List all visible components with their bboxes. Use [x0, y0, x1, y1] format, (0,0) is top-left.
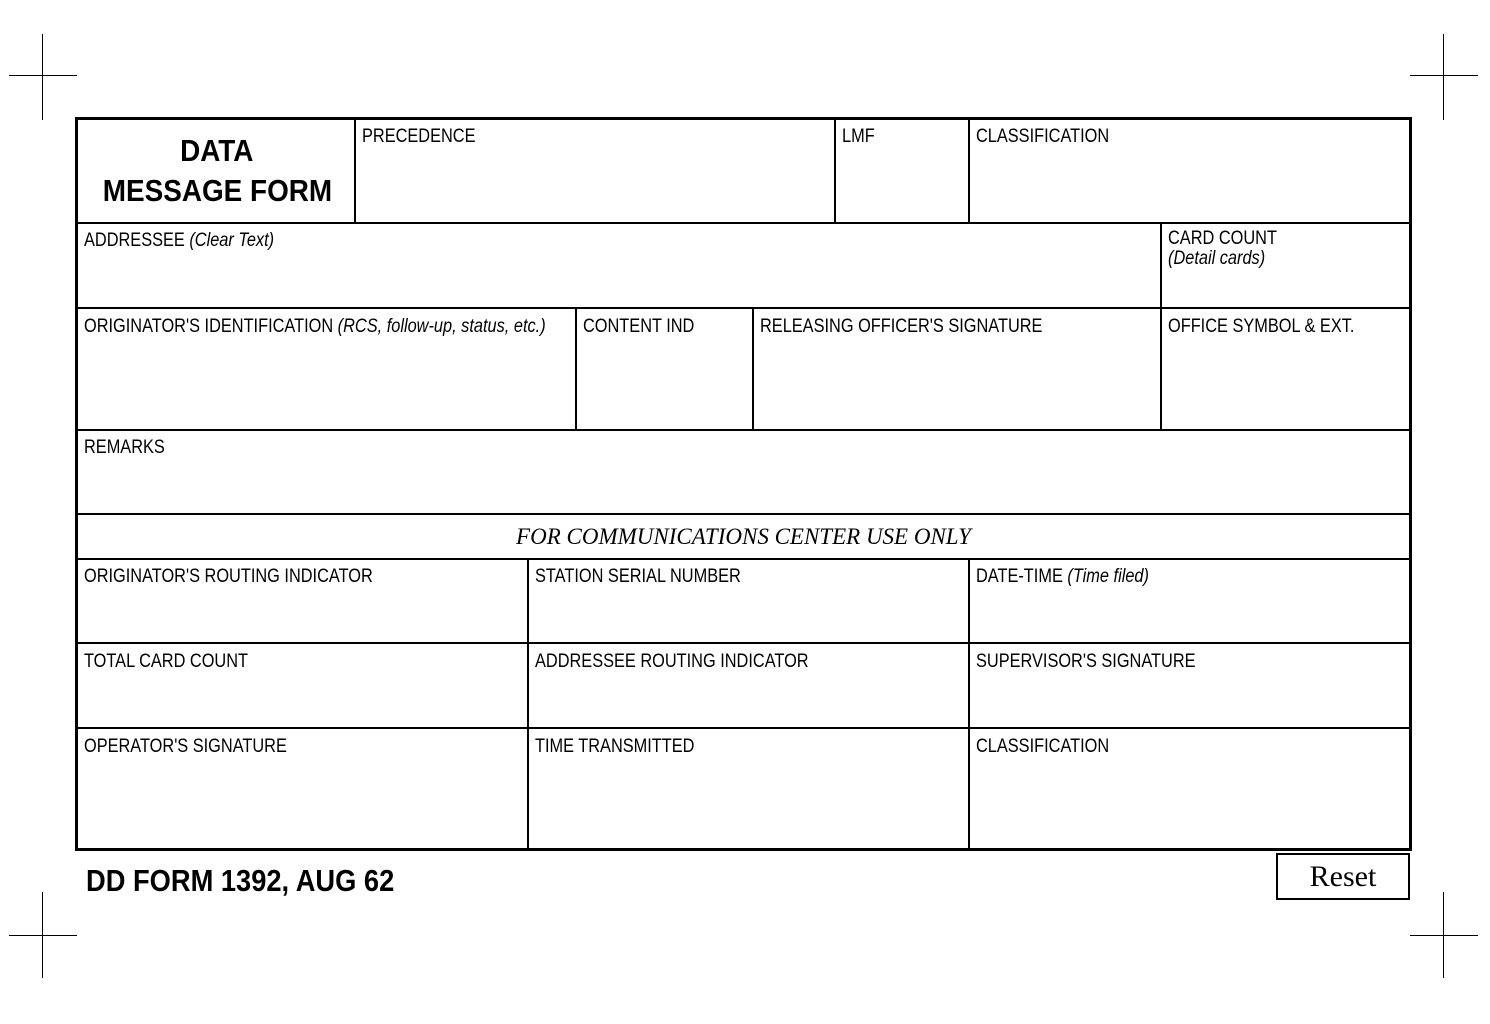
comm-center-heading: FOR COMMUNICATIONS CENTER USE ONLY	[516, 524, 971, 549]
addr-routing-cell	[529, 651, 968, 727]
crop-mark	[42, 892, 43, 978]
orig-routing-cell	[78, 566, 527, 642]
remarks-field[interactable]	[78, 465, 1409, 513]
total-card-count-cell	[78, 651, 527, 727]
supervisor-label: SUPERVISOR'S SIGNATURE	[976, 651, 1196, 672]
total-card-count-label: TOTAL CARD COUNT	[84, 651, 249, 672]
lmf-label: LMF	[842, 126, 875, 147]
operator-label: OPERATOR'S SIGNATURE	[84, 736, 287, 757]
addr-routing-label: ADDRESSEE ROUTING INDICATOR	[535, 651, 809, 672]
content-ind-field[interactable]	[577, 349, 752, 429]
crop-mark	[9, 935, 77, 936]
supervisor-field[interactable]	[970, 679, 1409, 727]
crop-mark	[1443, 34, 1444, 120]
card-count-hint: (Detail cards)	[1168, 248, 1266, 269]
releasing-officer-field[interactable]	[754, 349, 1160, 429]
datetime-label: DATE-TIME (Time filed)	[976, 566, 1149, 587]
remarks-label: REMARKS	[84, 437, 165, 458]
card-count-cell	[1162, 228, 1409, 307]
crop-mark	[1410, 935, 1478, 936]
time-transmitted-field[interactable]	[529, 768, 968, 848]
card-count-field[interactable]	[1162, 277, 1409, 307]
addressee-label: ADDRESSEE (Clear Text)	[84, 230, 275, 251]
crop-mark	[1410, 75, 1478, 76]
classification-field[interactable]	[970, 162, 1409, 222]
office-symbol-cell	[1162, 316, 1409, 429]
addressee-field[interactable]	[78, 259, 1160, 307]
office-symbol-label: OFFICE SYMBOL & EXT.	[1168, 316, 1355, 337]
total-card-count-field[interactable]	[78, 679, 527, 727]
crop-mark	[9, 75, 77, 76]
time-transmitted-label: TIME TRANSMITTED	[535, 736, 695, 757]
content-ind-cell	[577, 316, 752, 429]
precedence-cell	[356, 126, 834, 222]
office-symbol-field[interactable]	[1162, 349, 1409, 429]
precedence-field[interactable]	[356, 162, 834, 222]
form-number: DD FORM 1392, AUG 62	[86, 863, 395, 898]
crop-mark	[1443, 892, 1444, 978]
originator-id-label: ORIGINATOR'S IDENTIFICATION (RCS, follow-up, status, etc.)	[84, 316, 546, 337]
operator-field[interactable]	[78, 768, 527, 848]
originator-id-cell	[78, 316, 575, 429]
comm-classification-label: CLASSIFICATION	[976, 736, 1110, 757]
classification-label: CLASSIFICATION	[976, 126, 1110, 147]
remarks-cell	[78, 437, 1409, 513]
supervisor-cell	[970, 651, 1409, 727]
releasing-officer-label: RELEASING OFFICER'S SIGNATURE	[760, 316, 1043, 337]
orig-routing-label: ORIGINATOR'S ROUTING INDICATOR	[84, 566, 373, 587]
station-serial-field[interactable]	[529, 594, 968, 642]
station-serial-cell	[529, 566, 968, 642]
addressee-cell	[78, 230, 1160, 307]
releasing-officer-cell	[754, 316, 1160, 429]
form-title	[78, 120, 356, 222]
form-title-line2: MESSAGE FORM	[102, 173, 332, 208]
datetime-cell	[970, 566, 1409, 642]
originator-id-field[interactable]	[78, 349, 575, 429]
classification-cell	[970, 126, 1409, 222]
station-serial-label: STATION SERIAL NUMBER	[535, 566, 741, 587]
form-title-line1: DATA	[180, 133, 254, 168]
time-transmitted-cell	[529, 736, 968, 848]
crop-mark	[42, 34, 43, 120]
addr-routing-field[interactable]	[529, 679, 968, 727]
orig-routing-field[interactable]	[78, 594, 527, 642]
reset-button[interactable]: Reset	[1276, 853, 1410, 900]
datetime-field[interactable]	[970, 594, 1409, 642]
comm-classification-field[interactable]	[970, 768, 1409, 848]
operator-cell	[78, 736, 527, 848]
precedence-label: PRECEDENCE	[362, 126, 476, 147]
comm-classification-cell	[970, 736, 1409, 848]
data-message-form	[75, 117, 1412, 851]
lmf-cell	[836, 126, 968, 222]
lmf-field[interactable]	[836, 162, 968, 222]
content-ind-label: CONTENT IND	[583, 316, 695, 337]
card-count-label: CARD COUNT	[1168, 228, 1277, 249]
